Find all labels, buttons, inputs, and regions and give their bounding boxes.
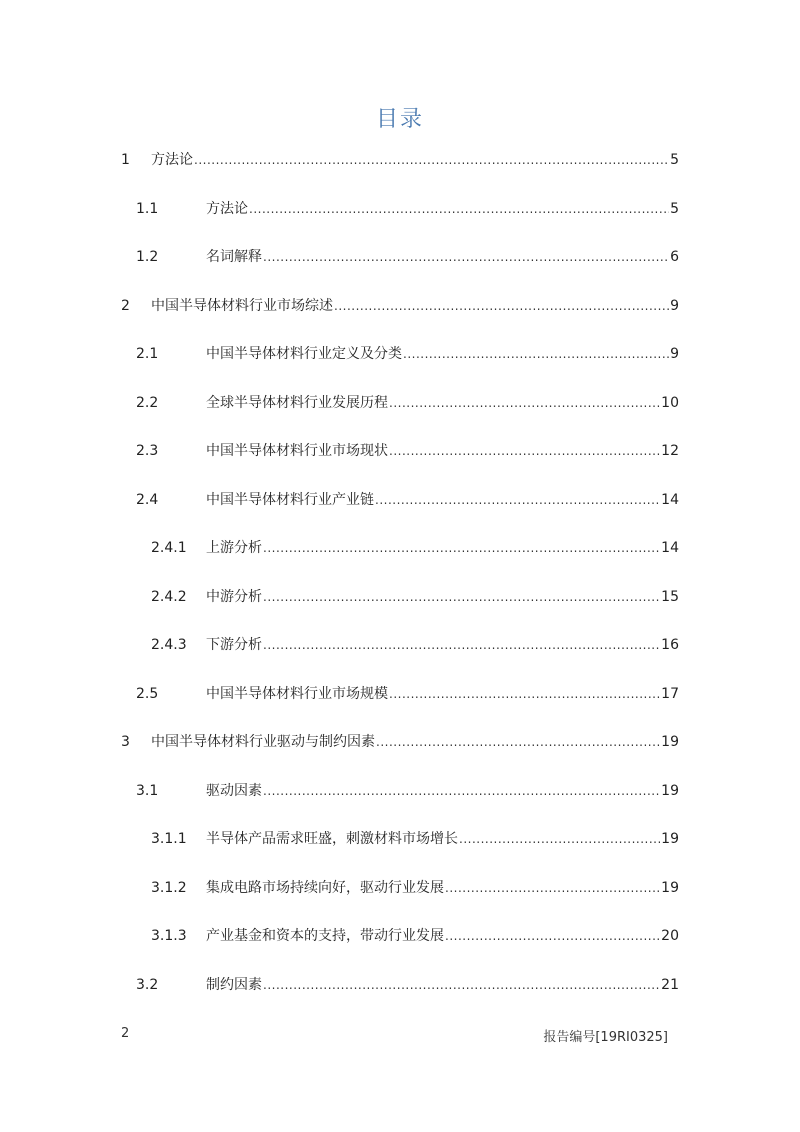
- toc-entry-label: 产业基金和资本的支持，带动行业发展: [206, 928, 444, 944]
- toc-entry-label: 制约因素: [206, 977, 262, 993]
- toc-entry-number: 2.1: [136, 346, 159, 362]
- toc-entry[interactable]: [0, 441, 800, 461]
- toc-entry-label: 中国半导体材料行业市场现状: [206, 443, 388, 459]
- toc-dot-leader: [389, 393, 660, 413]
- toc-entry-number: 2.2: [136, 395, 159, 411]
- toc-entry-page: 19: [661, 783, 679, 799]
- toc-entry-page: 5: [670, 152, 679, 168]
- toc-entry[interactable]: [0, 150, 800, 170]
- toc-entry-page: 12: [661, 443, 679, 459]
- toc-dot-leader: [389, 441, 660, 461]
- toc-entry-page: 14: [661, 492, 679, 508]
- toc-dot-leader: [263, 975, 660, 995]
- toc-dot-leader: [376, 732, 660, 752]
- toc-entry-number: 2.4.2: [151, 589, 187, 605]
- toc-entry-number: 3.2: [136, 977, 159, 993]
- toc-entry-label: 中国半导体材料行业定义及分类: [206, 346, 402, 362]
- toc-dot-leader: [459, 829, 660, 849]
- toc-entry-label: 中国半导体材料行业市场规模: [206, 686, 388, 702]
- toc-entry-page: 9: [670, 298, 679, 314]
- toc-entry[interactable]: [0, 878, 800, 898]
- toc-entry-page: 17: [661, 686, 679, 702]
- toc-entry-number: 3.1.3: [151, 928, 187, 944]
- toc-entry-number: 2.4: [136, 492, 159, 508]
- toc-entry[interactable]: [0, 199, 800, 219]
- toc-dot-leader: [334, 296, 669, 316]
- toc-dot-leader: [263, 538, 660, 558]
- toc-entry-number: 3.1.2: [151, 880, 187, 896]
- toc-entry-label: 中国半导体材料行业驱动与制约因素: [151, 734, 375, 750]
- toc-entry[interactable]: [0, 490, 800, 510]
- toc-entry-page: 19: [661, 880, 679, 896]
- toc-entry[interactable]: [0, 926, 800, 946]
- toc-entry-label: 中国半导体材料行业市场综述: [151, 298, 333, 314]
- toc-entry-page: 19: [661, 831, 679, 847]
- toc-entry-label: 上游分析: [206, 540, 262, 556]
- toc-entry-label: 集成电路市场持续向好，驱动行业发展: [206, 880, 444, 896]
- toc-entry[interactable]: [0, 587, 800, 607]
- toc-entry-page: 9: [670, 346, 679, 362]
- toc-entry[interactable]: [0, 247, 800, 267]
- toc-entry-page: 19: [661, 734, 679, 750]
- toc-entry-number: 2: [121, 298, 130, 314]
- toc-entry[interactable]: [0, 296, 800, 316]
- toc-entry[interactable]: [0, 975, 800, 995]
- toc-entry-page: 14: [661, 540, 679, 556]
- toc-dot-leader: [445, 878, 660, 898]
- toc-dot-leader: [194, 150, 669, 170]
- toc-entry-number: 2.4.1: [151, 540, 187, 556]
- toc-entry-page: 10: [661, 395, 679, 411]
- toc-entry-number: 2.4.3: [151, 637, 187, 653]
- toc-entry-label: 下游分析: [206, 637, 262, 653]
- toc-entry[interactable]: [0, 344, 800, 364]
- toc-entry-label: 方法论: [151, 152, 193, 168]
- toc-entry[interactable]: [0, 829, 800, 849]
- toc-entry-page: 15: [661, 589, 679, 605]
- footer-report-code: 报告编号[19RI0325]: [543, 1030, 668, 1045]
- toc-entry-label: 名词解释: [206, 249, 262, 265]
- toc-dot-leader: [389, 684, 660, 704]
- toc-entry-page: 6: [670, 249, 679, 265]
- toc-dot-leader: [403, 344, 669, 364]
- toc-entry[interactable]: [0, 684, 800, 704]
- toc-title: 目录: [375, 107, 424, 132]
- toc-entry-label: 中国半导体材料行业产业链: [206, 492, 374, 508]
- toc-entry-page: 5: [670, 201, 679, 217]
- toc-entry-label: 方法论: [206, 201, 248, 217]
- toc-entry[interactable]: [0, 732, 800, 752]
- toc-entry[interactable]: [0, 635, 800, 655]
- toc-entry-number: 1.2: [136, 249, 159, 265]
- toc-entry-label: 驱动因素: [206, 783, 262, 799]
- toc-dot-leader: [263, 587, 660, 607]
- toc-entry-label: 中游分析: [206, 589, 262, 605]
- toc-entry[interactable]: [0, 393, 800, 413]
- toc-entry-number: 2.5: [136, 686, 159, 702]
- toc-entry[interactable]: [0, 781, 800, 801]
- toc-entry-number: 2.3: [136, 443, 159, 459]
- toc-entry-number: 1: [121, 152, 130, 168]
- toc-dot-leader: [249, 199, 669, 219]
- toc-entry-page: 16: [661, 637, 679, 653]
- toc-entry-label: 全球半导体材料行业发展历程: [206, 395, 388, 411]
- toc-dot-leader: [263, 781, 660, 801]
- toc-entry-number: 3.1: [136, 783, 159, 799]
- toc-dot-leader: [445, 926, 660, 946]
- toc-entry-number: 3.1.1: [151, 831, 187, 847]
- toc-entry-page: 21: [661, 977, 679, 993]
- footer-page-number: 2: [121, 1026, 130, 1041]
- toc-dot-leader: [263, 635, 660, 655]
- toc-dot-leader: [263, 247, 669, 267]
- toc-entry-page: 20: [661, 928, 679, 944]
- toc-entry-label: 半导体产品需求旺盛，刺激材料市场增长: [206, 831, 458, 847]
- toc-dot-leader: [375, 490, 660, 510]
- toc-entry-number: 3: [121, 734, 130, 750]
- toc-entry[interactable]: [0, 538, 800, 558]
- toc-entry-number: 1.1: [136, 201, 159, 217]
